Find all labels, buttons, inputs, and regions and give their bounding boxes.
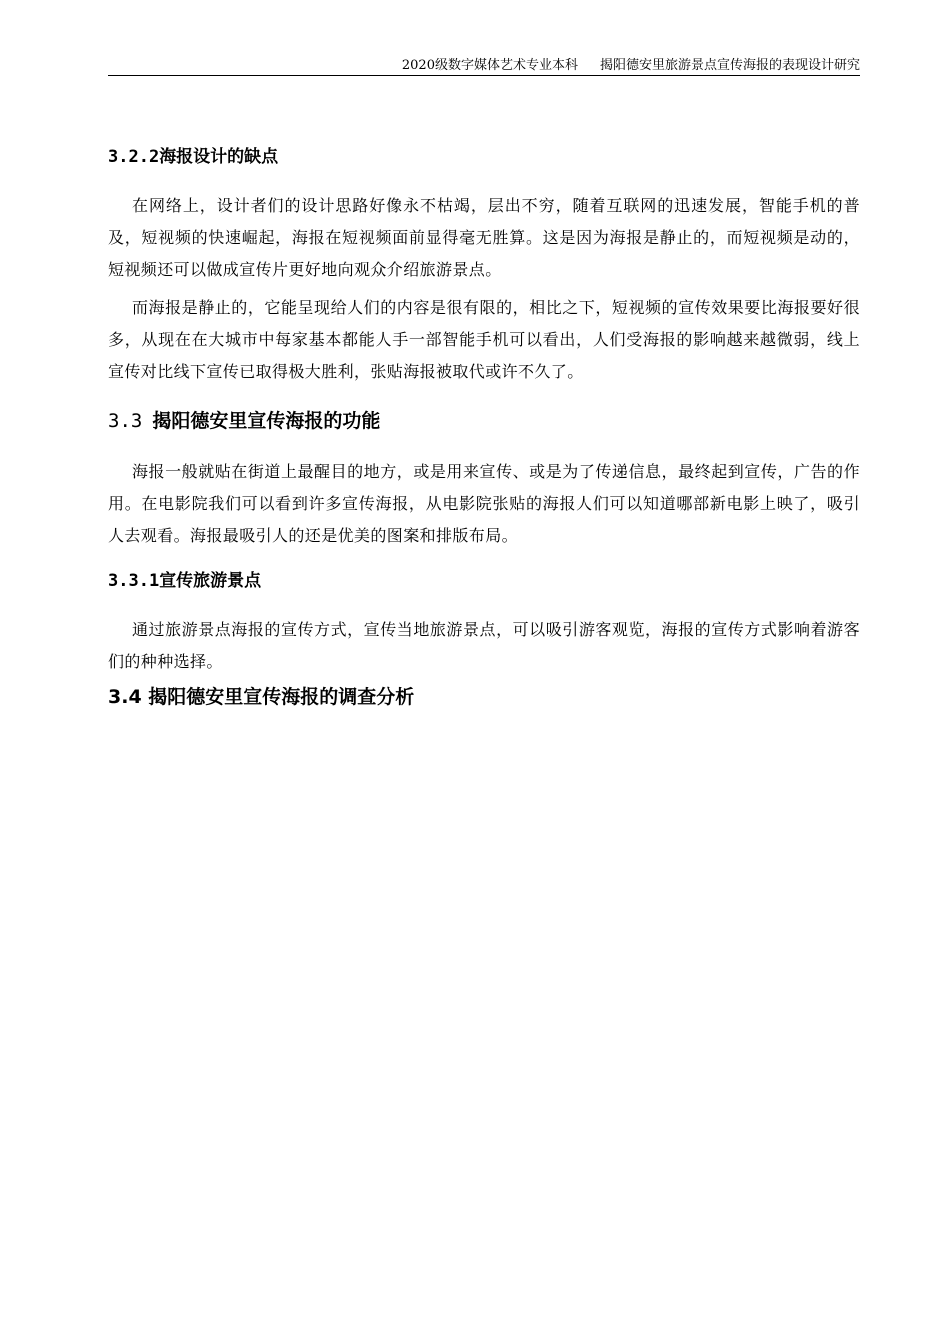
paragraph: 在网络上，设计者们的设计思路好像永不枯竭，层出不穷，随着互联网的迅速发展，智能手机的普及，短视频的快速崛起，海报在短视频面前显得毫无胜算。这是因为海报是静止的，而短视频是动的，短视频还可以做成宣传片更好地向观众介绍旅游景点。	[108, 196, 860, 279]
paragraph: 海报一般就贴在街道上最醒目的地方，或是用来宣传、或是为了传递信息，最终起到宣传，广告的作用。在电影院我们可以看到许多宣传海报，从电影院张贴的海报人们可以知道哪部新电影上映了，吸引人去观看。海报最吸引人的还是优美的图案和排版布局。	[108, 462, 860, 545]
heading-number: 3.2.2	[108, 147, 160, 167]
heading-number: 3.3	[108, 410, 143, 432]
heading-title: 海报设计的缺点	[159, 147, 279, 167]
heading-title: 宣传旅游景点	[159, 571, 262, 591]
heading-number: 3.3.1	[108, 571, 160, 591]
header-program-label: 2020级数字媒体艺术专业本科	[401, 58, 578, 73]
paragraph: 通过旅游景点海报的宣传方式，宣传当地旅游景点，可以吸引游客观览，海报的宣传方式影响着游客们的种种选择。	[108, 620, 860, 671]
heading-3-4: 3.4 揭阳德安里宣传海报的调查分析	[108, 686, 415, 708]
heading-3-2-2	[108, 142, 860, 172]
document-body	[108, 140, 860, 714]
page-header	[108, 52, 860, 74]
heading-title: 揭阳德安里宣传海报的功能	[152, 410, 381, 432]
heading-3-3	[108, 404, 860, 438]
header-divider	[108, 75, 860, 76]
heading-3-3-1	[108, 566, 860, 596]
header-thesis-title: 揭阳德安里旅游景点宣传海报的表现设计研究	[599, 58, 860, 73]
paragraph: 而海报是静止的，它能呈现给人们的内容是很有限的，相比之下，短视频的宣传效果要比海报要好很多，从现在在大城市中每家基本都能人手一部智能手机可以看出，人们受海报的影响越来越微弱，线上宣传对比线下宣传已取得极大胜利，张贴海报被取代或许不久了。	[108, 298, 860, 381]
